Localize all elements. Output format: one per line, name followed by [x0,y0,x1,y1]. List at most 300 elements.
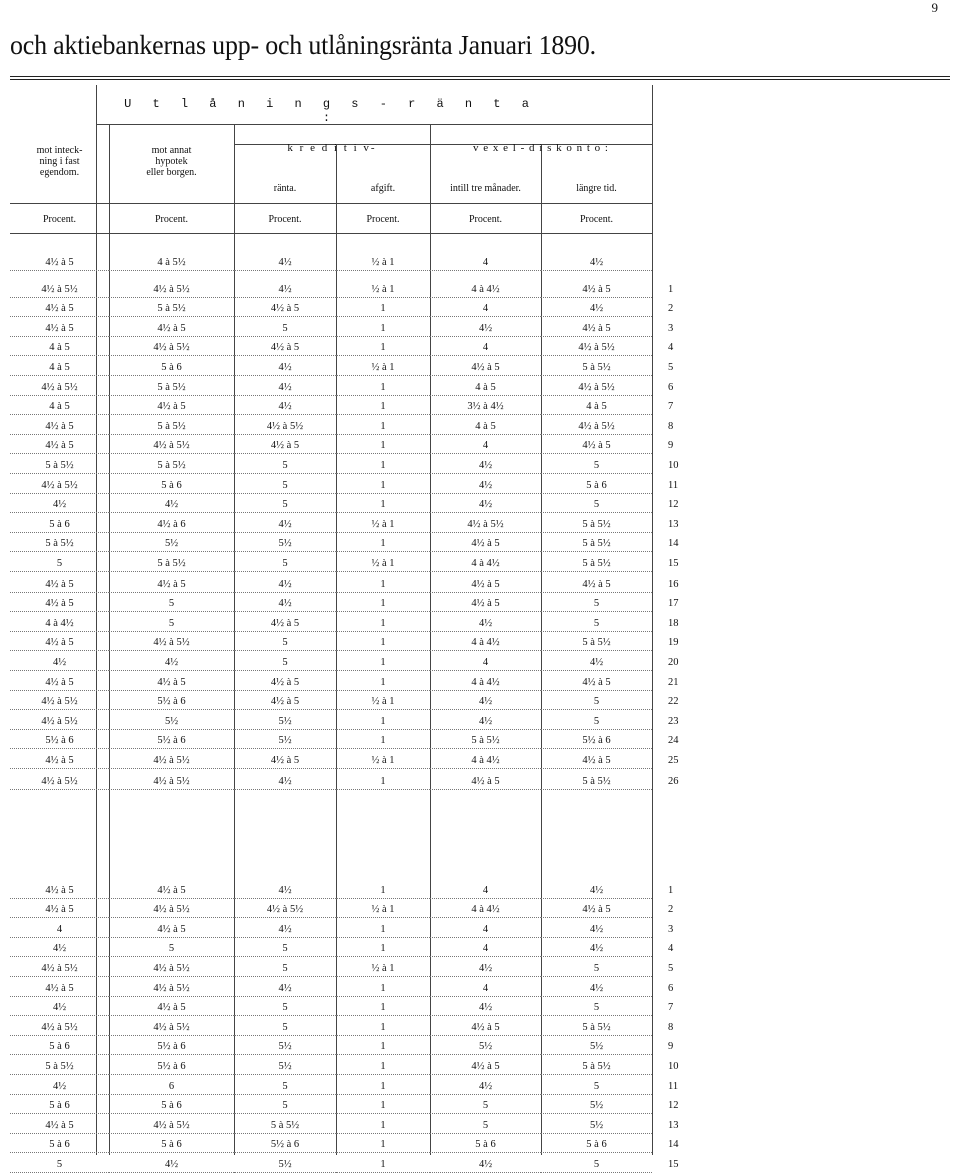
table-cell [541,733,652,749]
table-cell [430,941,541,957]
cell-value: 5½ [589,1041,604,1053]
header-rule [10,203,652,204]
table-cell [109,1118,234,1134]
table-cell [109,255,234,271]
cell-value: 5 [282,499,288,511]
table-cell [234,616,336,632]
table-cell [541,675,652,691]
table-cell [430,961,541,977]
row-number: 10 [668,1060,679,1072]
table-cell [109,1039,234,1055]
table-cell [541,883,652,899]
table-cell [336,675,430,691]
cell-value: 4 à 4½ [471,284,500,295]
cell-value: 4½ à 5 [157,579,186,590]
table-cell [541,340,652,356]
cell-value: 4½ à 5½ [153,904,190,916]
table-cell [109,941,234,957]
table-cell [234,321,336,337]
table-cell [430,478,541,494]
table-cell [234,438,336,454]
cell-value: 4½ à 5 [471,598,500,610]
header-vexel: v e x e l - d i s k o n t o : [473,142,609,154]
table-row [0,536,960,552]
cell-value: 5½ à 6 [157,696,186,708]
table-row [0,255,960,271]
cell-value: 4½ à 5 [157,401,186,413]
cell-value: 4½ [164,499,179,511]
table-row [0,922,960,938]
cell-value: 5 à 5½ [45,538,74,550]
table-cell [541,255,652,271]
table-cell [336,1098,430,1114]
cell-value: 4½ à 5 [45,257,74,268]
section-title: U t l å n i n g s - r ä n t a : [124,97,536,125]
table-cell [430,282,541,298]
cell-value: 1 [380,637,386,649]
table-cell [10,255,109,271]
cell-value: 4 à 4½ [471,637,500,649]
row-number: 25 [668,754,679,766]
table-cell [336,1137,430,1153]
table-cell [234,675,336,691]
table-cell [336,478,430,494]
unit-col1: Procent. [42,214,77,225]
table-cell [430,517,541,533]
table-row [0,301,960,317]
row-number: 15 [668,1158,679,1170]
table-cell [336,941,430,957]
cell-value: 4½ [278,518,292,530]
row-number: 15 [668,557,679,569]
cell-value: 5 à 5½ [582,518,611,530]
table-row [0,733,960,749]
cell-value: 1 [380,1060,386,1072]
table-cell [541,1039,652,1055]
table-row [0,694,960,710]
table-cell [10,478,109,494]
cell-value: 5 [593,499,600,511]
table-cell [336,1157,430,1173]
cell-value: 1 [380,1021,386,1033]
row-number: 5 [668,361,674,373]
table-cell [10,753,109,769]
cell-value: 4 à 4½ [471,754,500,766]
table-row [0,753,960,769]
cell-value: 5½ à 6 [157,735,186,747]
cell-value: 4½ [278,923,292,935]
unit-col5: Procent. [468,214,503,225]
table-cell [234,340,336,356]
table-cell [541,616,652,632]
table-cell [10,1137,109,1153]
cell-value: 1 [380,735,386,747]
cell-value: 5 [593,617,600,629]
cell-value: 1 [380,656,386,668]
table-cell [336,497,430,513]
cell-value: 4 à 5 [49,342,70,354]
cell-value: 4½ [278,361,292,373]
cell-value: 5½ à 6 [45,735,74,747]
table-cell [430,1059,541,1075]
cell-value: 4½ [164,656,179,668]
cell-value: 4 à 5 [49,361,70,373]
table-cell [10,1059,109,1075]
cell-value: 4 [482,342,489,354]
cell-value: 4½ à 5 [45,598,74,610]
cell-value: 5½ à 6 [157,1060,186,1072]
table-cell [336,714,430,730]
cell-value: 4½ à 5 [45,440,74,452]
table-cell [10,941,109,957]
cell-value: 4½ [164,1158,179,1170]
table-cell [10,458,109,474]
table-cell [541,497,652,513]
cell-value: 4 [482,440,489,452]
cell-value: 4½ [478,499,493,511]
cell-value: 5 à 5½ [157,557,186,569]
row-number: 9 [668,1041,674,1053]
table-row [0,714,960,730]
row-number: 2 [668,303,674,315]
table-cell [109,655,234,671]
table-cell [10,714,109,730]
cell-value: 4½ à 5½ [578,382,615,393]
table-cell [336,399,430,415]
table-cell [430,458,541,474]
table-row [0,419,960,435]
table-cell [234,774,336,790]
table-cell [234,1039,336,1055]
row-number: 9 [668,440,674,452]
table-cell [430,1000,541,1016]
cell-value: 4½ à 5 [157,677,186,688]
table-cell [10,1000,109,1016]
cell-value: 4½ à 5 [270,342,300,354]
table-cell [109,902,234,918]
cell-value: 4½ à 5 [471,579,500,590]
table-cell [10,616,109,632]
table-cell [541,1059,652,1075]
cell-value: 5 à 5½ [157,459,186,471]
table-cell [430,733,541,749]
table-cell [10,655,109,671]
table-cell [336,655,430,671]
cell-value: 4½ à 5 [157,322,186,334]
table-row [0,1157,960,1173]
cell-value: 4 à 5 [49,401,70,413]
table-cell [430,694,541,710]
cell-value: 4½ à 5½ [41,715,78,727]
cell-value: 5½ [589,1119,604,1131]
cell-value: 1 [380,499,386,511]
table-cell [430,556,541,572]
table-cell [336,883,430,899]
cell-value: 5 [282,962,288,974]
table-cell [541,961,652,977]
cell-value: 5 à 5½ [582,557,611,569]
table-cell [109,753,234,769]
cell-value: 4 [482,943,489,955]
table-row [0,458,960,474]
header-langre: längre tid. [576,183,617,194]
cell-value: 4½ [278,257,292,268]
cell-value: 5 [282,1002,288,1014]
cell-value: 4½ [589,923,604,935]
row-number: 14 [668,1139,679,1151]
cell-value: 4½ à 5 [471,1021,500,1033]
table-cell [336,902,430,918]
cell-value: 4½ à 5 [471,1060,500,1072]
table-cell [336,1039,430,1055]
table-row [0,380,960,396]
table-cell [109,321,234,337]
cell-value: 4½ à 6 [157,518,186,530]
table-cell [541,399,652,415]
row-number: 24 [668,735,679,747]
table-cell [234,922,336,938]
cell-value: 4½ à 5 [582,754,611,766]
cell-value: 4½ à 5½ [153,440,190,452]
cell-value: 5 [282,943,288,955]
cell-value: 5 à 5½ [471,735,500,747]
table-cell [109,380,234,396]
table-cell [109,1137,234,1153]
table-cell [109,1059,234,1075]
table-row [0,517,960,533]
table-row [0,340,960,356]
row-number: 6 [668,983,674,994]
cell-value: 5 à 5½ [45,459,74,471]
cell-value: 1 [380,885,386,896]
page-title: och aktiebankernas upp- och utlåningsränta Januari 1890. [10,30,596,60]
table-cell [109,419,234,435]
cell-value: 4½ [278,284,292,295]
cell-value: 5 à 5½ [157,303,186,315]
cell-value: 4½ [52,943,67,955]
cell-value: 3½ à 4½ [467,401,504,413]
table-cell [234,941,336,957]
cell-value: 5½ [278,1158,292,1170]
table-cell [541,1118,652,1134]
units-rule [10,233,652,234]
table-cell [10,340,109,356]
cell-value: 4½ [52,1002,67,1014]
table-cell [109,675,234,691]
table-cell [10,1157,109,1173]
cell-value: 4½ à 5 [582,677,611,688]
table-row [0,675,960,691]
table-cell [430,419,541,435]
cell-value: 1 [380,459,386,471]
cell-value: 5 à 6 [49,1139,70,1151]
cell-value: 5 à 5½ [582,538,611,550]
table-cell [430,596,541,612]
table-cell [109,360,234,376]
row-number: 13 [668,518,679,530]
cell-value: 4½ à 5½ [467,518,504,530]
row-number: 5 [668,962,674,974]
table-cell [430,1098,541,1114]
table-cell [336,380,430,396]
table-cell [10,1039,109,1055]
table-cell [234,380,336,396]
row-number: 6 [668,382,674,393]
cell-value: 1 [380,1100,386,1112]
cell-value: 1 [380,598,386,610]
table-cell [336,961,430,977]
table-cell [109,577,234,593]
page-number: 9 [931,0,938,15]
table-cell [541,282,652,298]
table-cell [10,536,109,552]
cell-value: 1 [380,303,386,315]
cell-value: 5½ [278,735,292,747]
cell-value: 5½ [589,1100,604,1112]
table-cell [541,301,652,317]
table-cell [109,517,234,533]
table-cell [430,1020,541,1036]
table-cell [234,360,336,376]
cell-value: 4 à 5 [475,382,496,393]
table-cell [10,577,109,593]
table-cell [430,1039,541,1055]
table-cell [234,902,336,918]
cell-value: 4½ [589,885,604,896]
table-cell [10,517,109,533]
table-cell [541,438,652,454]
title-rule-top [10,76,950,77]
cell-value: 4 à 4½ [45,617,74,629]
cell-value: ½ à 1 [371,754,395,766]
cell-value: 5 à 5½ [582,637,611,649]
cell-value: 4½ [478,322,493,334]
row-number: 8 [668,1021,674,1033]
cell-value: 4½ [278,885,292,896]
cell-value: 1 [380,420,386,432]
cell-value: ½ à 1 [371,962,395,974]
cell-value: 4½ [478,696,493,708]
cell-value: 5 à 6 [475,1139,496,1151]
cell-value: 4 à 5 [475,420,496,432]
table-cell [234,714,336,730]
table-cell [541,981,652,997]
table-cell [430,497,541,513]
table-cell [541,1157,652,1173]
cell-value: 4½ à 5 [471,776,500,787]
table-row [0,478,960,494]
table-cell [430,635,541,651]
cell-value: 5 [282,480,288,491]
cell-value: 1 [380,715,386,727]
table-cell [541,1137,652,1153]
cell-value: 4½ à 5 [270,696,300,708]
cell-value: 4½ à 5½ [153,776,190,787]
cell-value: 5 à 6 [49,518,70,530]
cell-value: 5½ [278,1060,292,1072]
table-cell [109,635,234,651]
cell-value: 4½ [52,656,67,668]
cell-value: 4½ à 5½ [41,1021,78,1033]
cell-value: 1 [380,382,386,393]
table-cell [10,380,109,396]
table-cell [10,556,109,572]
cell-value: 5 à 5½ [45,1060,74,1072]
cell-value: 5 à 6 [161,361,182,373]
cell-value: 4½ à 5 [45,420,74,432]
cell-value: 4½ à 5½ [41,480,78,491]
cell-value: 5½ [278,538,292,550]
cell-value: 5 à 6 [586,1139,607,1151]
table-cell [336,1059,430,1075]
table-cell [10,961,109,977]
table-cell [234,981,336,997]
table-cell [10,733,109,749]
cell-value: 1 [380,579,386,590]
cell-value: 4½ à 5½ [153,962,190,974]
table-cell [109,497,234,513]
table-cell [430,774,541,790]
cell-value: 4½ à 5 [270,617,300,629]
cell-value: 1 [380,342,386,354]
table-cell [109,1098,234,1114]
cell-value: 5 à 5½ [270,1119,300,1131]
cell-value: 4½ [278,401,292,413]
table-cell [541,1000,652,1016]
cell-value: 4½ à 5 [471,361,500,373]
table-cell [234,556,336,572]
table-cell [10,321,109,337]
table-cell [430,340,541,356]
table-cell [10,902,109,918]
cell-value: 4½ à 5 [45,322,74,334]
table-cell [541,753,652,769]
table-cell [541,941,652,957]
table-cell [109,714,234,730]
cell-value: 4½ [478,1081,493,1092]
table-cell [430,255,541,271]
table-cell [430,536,541,552]
cell-value: 1 [380,617,386,629]
table-cell [234,536,336,552]
cell-value: 4½ [589,257,604,268]
table-cell [109,1079,234,1095]
cell-value: 4 [482,656,489,668]
table-cell [541,536,652,552]
cell-value: 5 à 5½ [582,1021,611,1033]
row-number: 18 [668,617,679,629]
table-row [0,961,960,977]
cell-value: 4½ à 5 [45,579,74,590]
table-cell [109,340,234,356]
row-number: 3 [668,923,674,935]
table-cell [336,458,430,474]
table-cell [234,301,336,317]
header-ranta: ränta. [273,183,297,194]
cell-value: 4 [482,885,489,896]
table-cell [430,380,541,396]
cell-value: 4½ à 5½ [41,776,78,787]
cell-value: 4½ à 5 [157,1002,186,1014]
row-number: 23 [668,715,679,727]
table-cell [336,321,430,337]
cell-value: 4½ [589,983,604,994]
cell-value: 1 [380,480,386,491]
row-number: 7 [668,1002,674,1014]
table-cell [109,981,234,997]
table-cell [234,1098,336,1114]
table-row [0,883,960,899]
